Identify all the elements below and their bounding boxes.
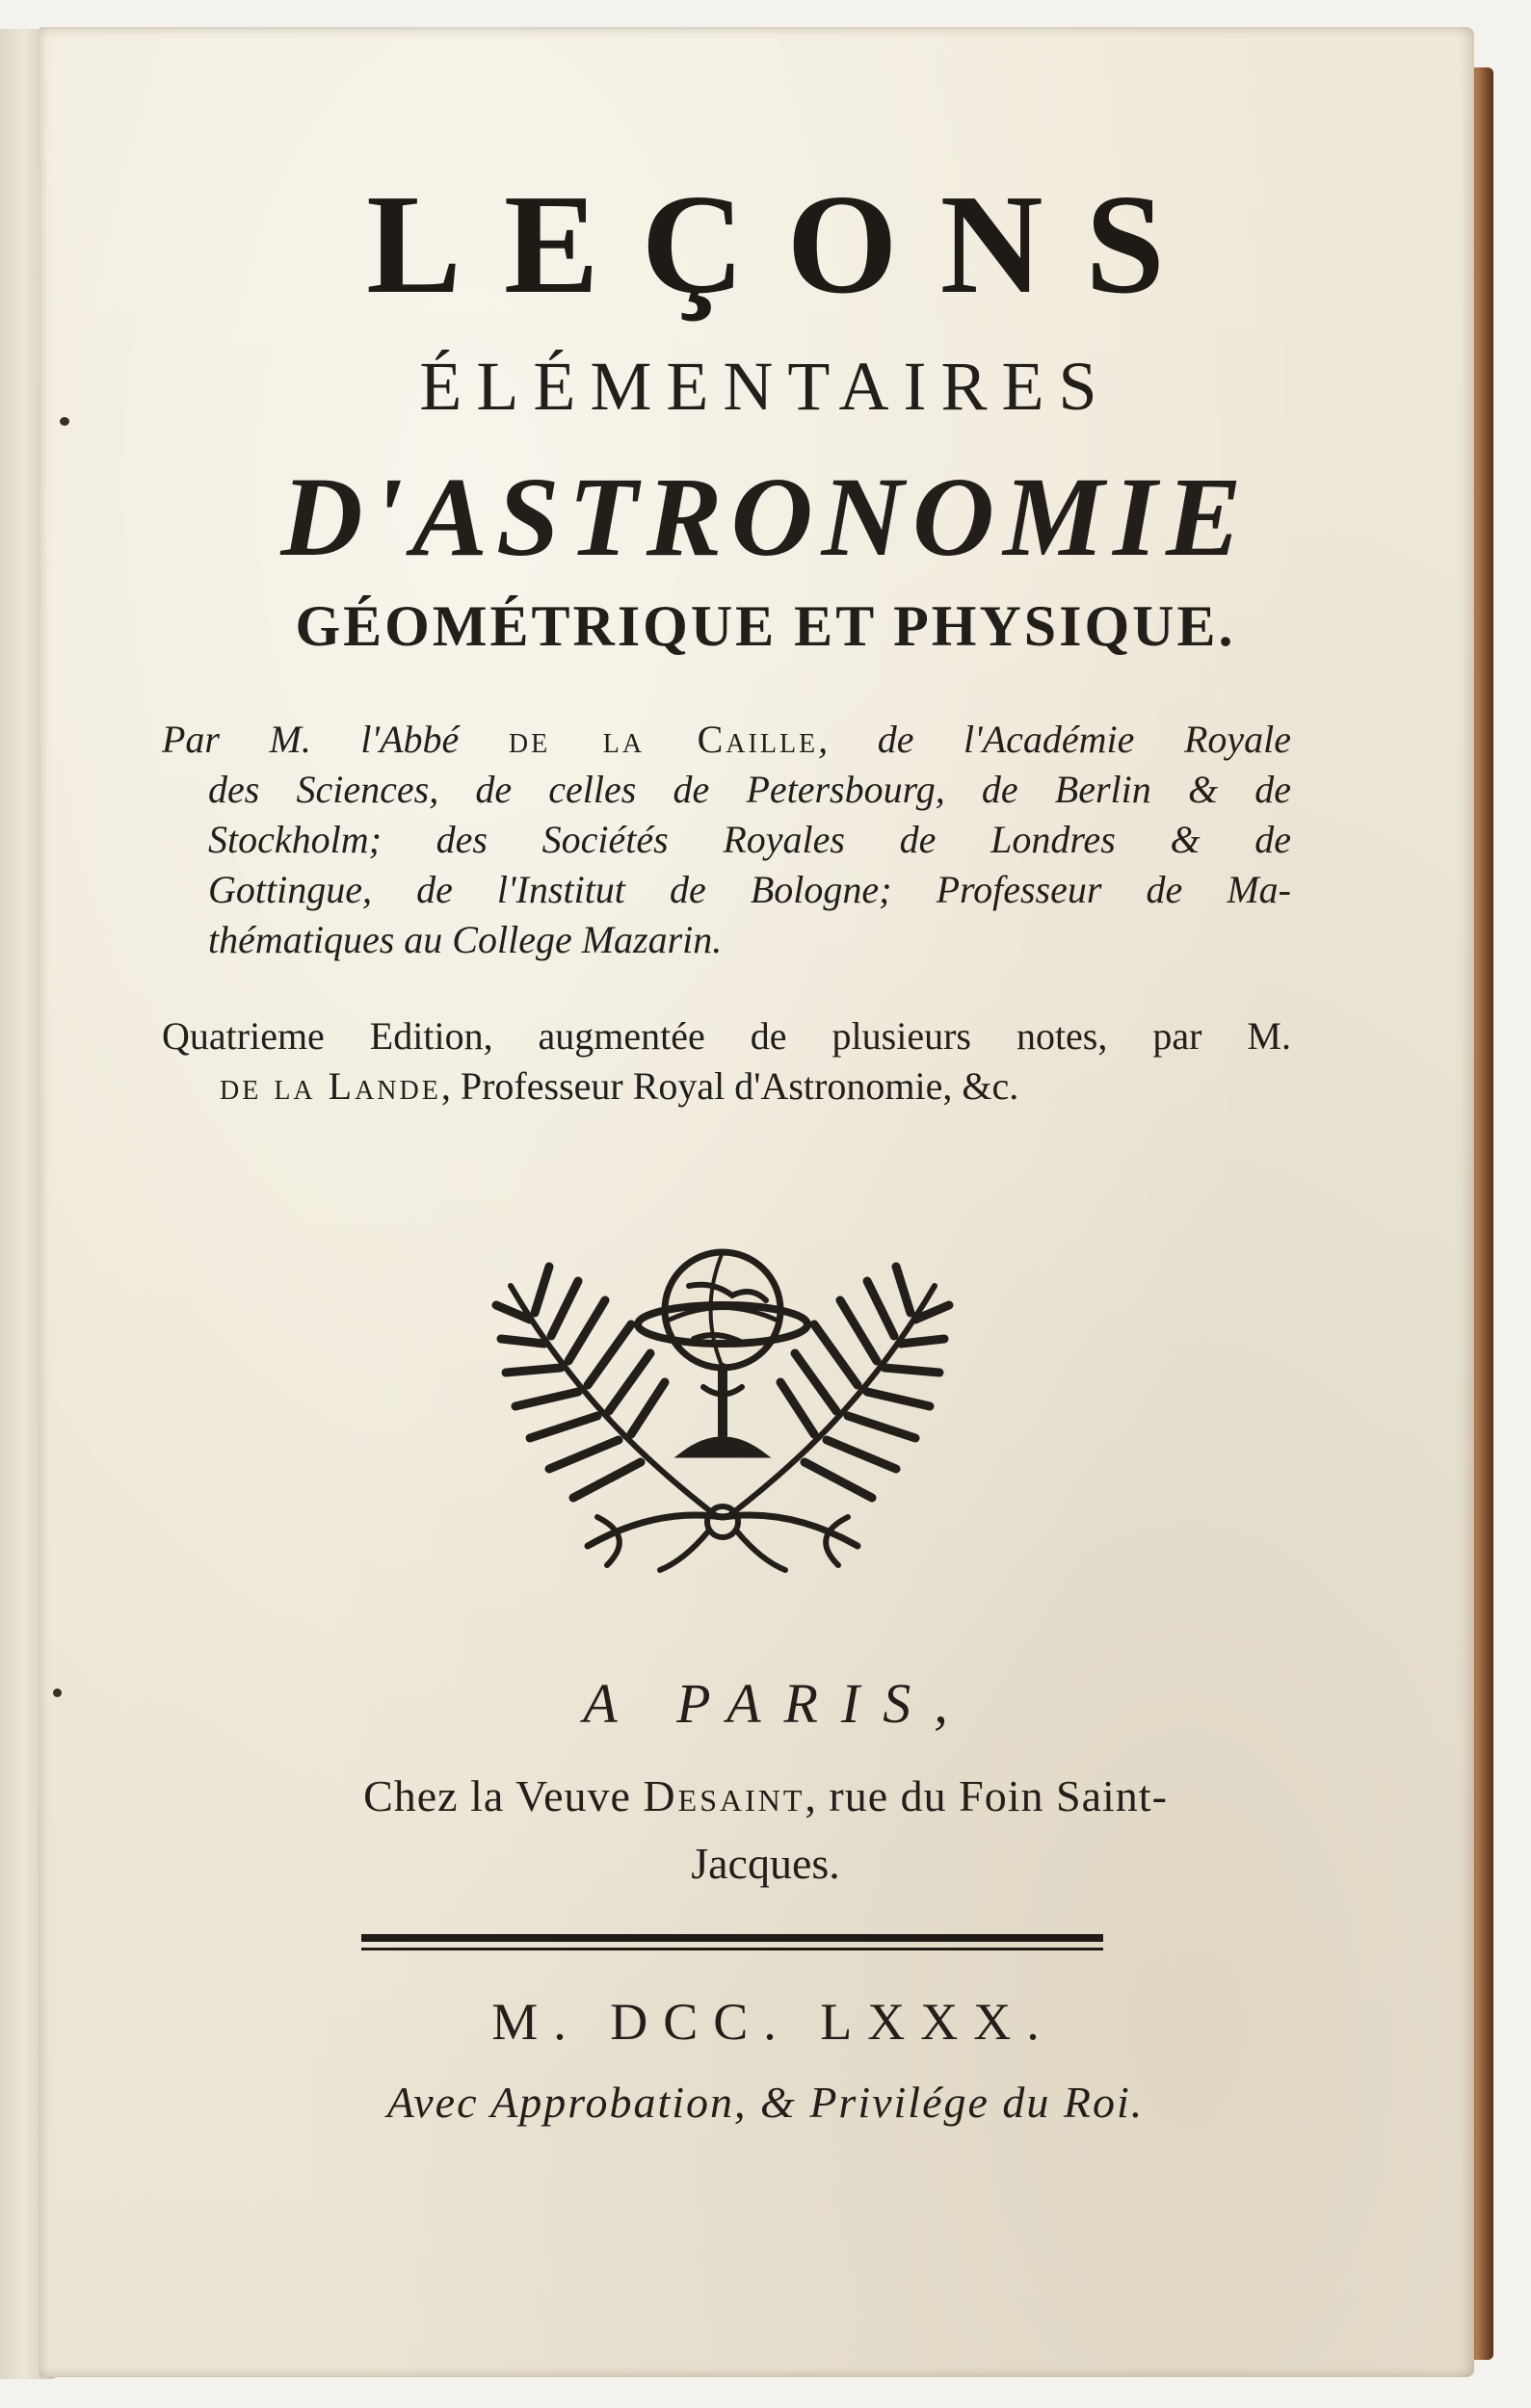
publisher-prefix: Chez la Veuve xyxy=(363,1771,644,1820)
imprint-publisher xyxy=(0,1771,1531,1820)
publisher-name: Desaint xyxy=(643,1771,805,1820)
author-line: Gottingue, de l'Institut de Bologne; Professeur de Ma- xyxy=(208,868,1291,911)
author-statement xyxy=(162,715,1291,965)
edition-line xyxy=(220,1061,1291,1112)
author-line xyxy=(162,715,1291,765)
subtitle-geometrique: GÉOMÉTRIQUE ET PHYSIQUE. xyxy=(295,594,1236,658)
edition-line: Quatrieme Edition, augmentée de plusieurs notes, par M. xyxy=(162,1014,1291,1058)
imprint-street: Jacques. xyxy=(691,1839,840,1888)
author-line: des Sciences, de celles de Petersbourg, de Berlin & de xyxy=(208,768,1291,811)
author-affiliation: , de l'Académie Royale xyxy=(818,718,1291,761)
imprint-date: M. DCC. LXXX. xyxy=(491,1993,1055,2051)
author-prefix: Par M. l'Abbé xyxy=(162,718,509,761)
book-title: LEÇONS xyxy=(366,166,1207,324)
author-line: Stockholm; des Sociétés Royales de Londres & de xyxy=(208,818,1291,861)
author-line: thématiques au College Mazarin. xyxy=(208,918,723,961)
publisher-address: , rue du Foin Saint- xyxy=(805,1771,1168,1820)
author-name: de la Caille xyxy=(508,718,819,761)
divider-rule xyxy=(361,1934,1103,1942)
editor-title: , Professeur Royal d'Astronomie, &c. xyxy=(440,1064,1019,1108)
imprint-place: A PARIS, xyxy=(583,1672,971,1735)
subtitle-astronomie: D'ASTRONOMIE xyxy=(280,454,1251,580)
divider-rule xyxy=(361,1948,1103,1950)
edition-statement xyxy=(162,1011,1291,1112)
editor-name: de la Lande xyxy=(220,1064,441,1108)
globe-on-stand-with-palm-fronds-icon xyxy=(491,1228,954,1575)
subtitle-elementaires: ÉLÉMENTAIRES xyxy=(419,348,1112,425)
privilege-statement: Avec Approbation, & Privilége du Roi. xyxy=(386,2078,1145,2127)
